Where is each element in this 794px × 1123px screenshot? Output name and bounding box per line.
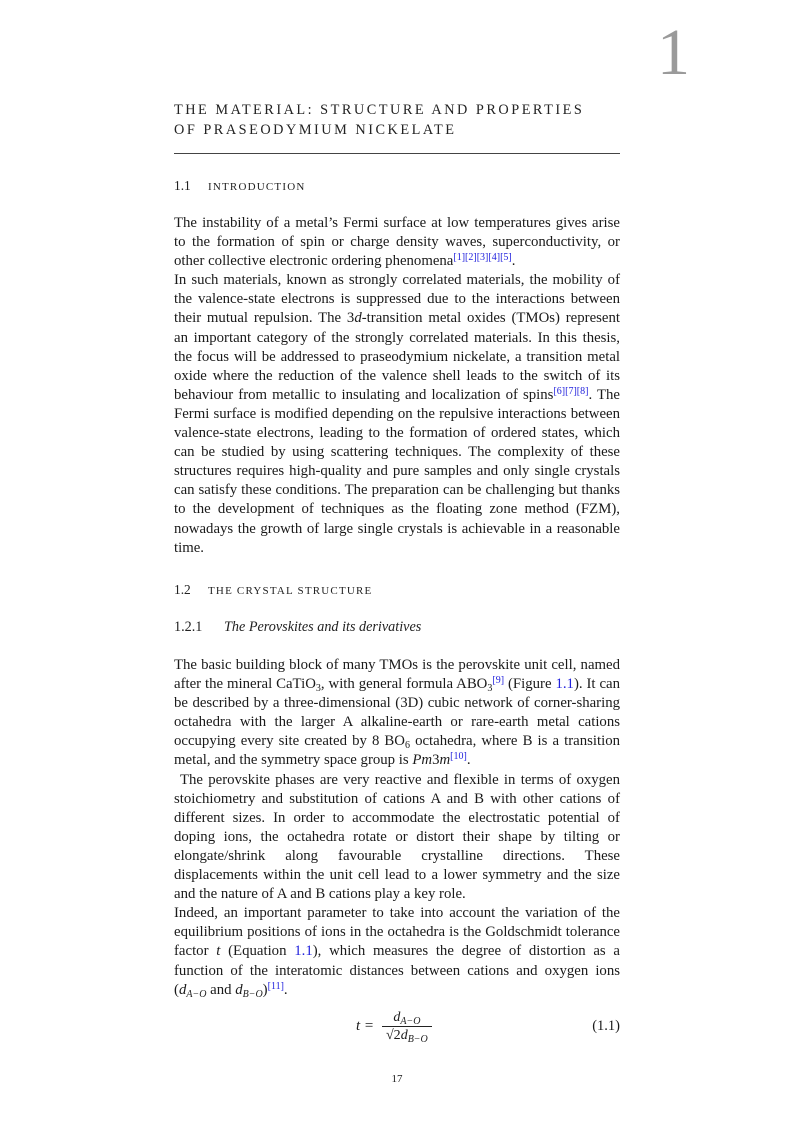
citation-link[interactable]: [6] — [553, 385, 566, 397]
subsection-number: 1.2.1 — [174, 619, 203, 635]
citation-link[interactable]: [8] — [576, 385, 589, 397]
section-number: 1.2 — [174, 582, 191, 597]
citation-link[interactable]: [7] — [565, 385, 577, 397]
perovskite-text — [174, 656, 620, 1000]
section-heading-introduction — [174, 178, 306, 194]
intro-paragraph-1: The instability of a metal’s Fermi surface at low temperatures gives arise to the formation of spin or charge density waves, superconductivity, or other collective electronic ordering phenomena[1][2][3][4][5]. — [174, 215, 620, 270]
citation-link[interactable]: [9] — [492, 675, 505, 687]
title-rule — [174, 153, 620, 154]
perovskite-paragraph-2: The perovskite phases are very reactive and flexible in terms of oxygen stoichiometry and substitution of cations A and B with other cations of different sizes. In order to accommodate the electrostatic potential of doping ions, the octahedra rotate or distort their shape by tilting or elongate/shrink along favourable crystalline directions. These displacements within the unit cell lead to a lower symmetry and the size and the nature of A and B cations play a key role. — [174, 771, 620, 903]
section-heading-crystal-structure — [174, 582, 372, 598]
equation-denominator: $√2d_{B-O}$ — [386, 1028, 428, 1045]
citation-link[interactable]: [3] — [476, 252, 489, 264]
section-title: INTRODUCTION — [208, 181, 306, 193]
chapter-title — [174, 100, 624, 140]
section-title: THE CRYSTAL STRUCTURE — [208, 585, 373, 597]
figure-reference-link[interactable]: 1.1 — [555, 676, 574, 693]
equation-numerator: $d_{A-O}$ — [382, 1010, 432, 1027]
citation-link[interactable]: [4] — [488, 252, 501, 264]
page-number: 17 — [391, 1073, 403, 1085]
chapter-title-line1: THE MATERIAL: STRUCTURE AND PROPERTIES — [174, 102, 585, 118]
subsection-title: The Perovskites and its derivatives — [224, 619, 422, 635]
perovskite-paragraph-1: The basic building block of many TMOs is the perovskite unit cell, named after the mineral CaTiO$_3$, with general formula $ABO_3[9]$ (Figure 1.1). It can be described by a three-dimensional (3D) cubic network of corner-sharing octahedra with the larger A alkaline-earth or rare-earth metal cations occupying every site created by 8 $BO_6$ octahedra, where B is a transition metal, and the symmetry space group is Pm3m[10]. — [174, 657, 621, 769]
intro-text — [174, 214, 620, 558]
equation-reference-link[interactable]: 1.1 — [294, 943, 313, 960]
equation-fraction — [382, 1010, 432, 1044]
section-number: 1.1 — [174, 178, 191, 193]
citation-link[interactable]: [1] — [453, 252, 466, 264]
equation-lhs: t = — [356, 1018, 375, 1034]
equation-tolerance-factor — [174, 1010, 620, 1050]
perovskite-paragraph-3: Indeed, an important parameter to take into account the variation of the equilibrium positions of ions in the octahedra is the Goldschmidt tolerance factor t (Equation 1.1), which measures the degree of distortion as a function of the interatomic distances between cations and oxygen ions ($d_{A-O}$ and $d_{B-O})[11]$. — [174, 905, 621, 1000]
chapter-number: 1 — [657, 16, 690, 89]
citation-link[interactable]: [5] — [500, 252, 512, 264]
citation-link[interactable]: [2] — [465, 252, 477, 264]
intro-paragraph-2: In such materials, known as strongly correlated materials, the mobility of the valence-state electrons is suppressed due to the interactions between their mutual repulsion. The 3d-transition metal oxides (TMOs) represent an important category of the strongly correlated materials. In this thesis, the focus will be addressed to praseodymium nickelate, a transition metal oxide where the reduction of the valence shell leads to the switch of its behaviour from metallic to insulating and localization of spins[6][7][8]. The Fermi surface is modified depending on the repulsive interactions between valence-state electrons, leading to the formation of ordered states, which can be studied by using scattering techniques. The complexity of these structures requires high-quality and pure samples and only single crystals can satisfy these conditions. The preparation can be challenging but thanks to the development of techniques as the floating zone method (FZM), nowadays the growth of large single crystals is achievable in a reasonable time. — [174, 272, 620, 556]
citation-link[interactable]: [11] — [267, 980, 284, 992]
chapter-title-line2: OF PRASEODYMIUM NICKELATE — [174, 122, 457, 138]
equation-label: (1.1) — [592, 1018, 620, 1034]
subsection-heading-perovskites — [174, 619, 421, 636]
citation-link[interactable]: [10] — [450, 751, 467, 763]
